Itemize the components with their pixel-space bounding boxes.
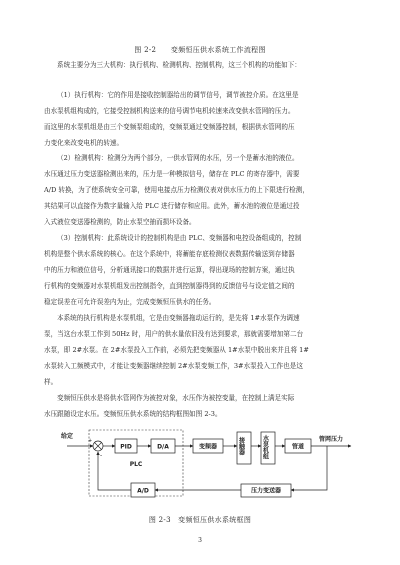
text-line: 变频恒压供水是将供水管网作为被控对象，水压作为被控变量，在控制上满足实际 — [57, 394, 295, 402]
text-line: 机构是整个供水系统的核心。在这个系统中，将蓄能存底检测仪表数据传输送到存储器 — [44, 249, 295, 258]
plc-label: PLC — [129, 461, 143, 468]
text-line: 由水泵机组构成的，它接受控制机构送来的信号调节电机转速来改变供水管网的压力。 — [44, 106, 295, 115]
figure-caption-top: 图 2-2 变频恒压供水系统工作流程图 — [134, 46, 266, 54]
text-line: 水压通过压力变送器检测出来的，压力是一种模拟信号，储存在 PLC 的寄存器中，需要 — [44, 169, 300, 178]
text-line: （3）控制机构：此系统设计的控制机构是由 PLC、变频器和电控设备组成的，控制 — [57, 234, 302, 242]
text-line: 稳定误差在可允许误差内为止，完成变频恒压供水的任务。 — [44, 297, 216, 306]
text-line: 泵，当这台水泵工作到 50Hz 时，用户的供水量依旧没有达到要求，那就需要增加第二台 — [44, 329, 304, 338]
ad-label: A/D — [137, 487, 149, 495]
page-number: 3 — [198, 537, 202, 544]
vfd-label: 变频器 — [198, 443, 218, 451]
ad-to-junction — [98, 452, 131, 490]
text-line: 力变化来改变电机的转速。 — [44, 138, 124, 147]
da-label: D/A — [157, 443, 169, 451]
text-line: 样。 — [44, 377, 58, 386]
text-line: 系统主要分为三大机构：执行机构、检测机构、控制机构，这三个机构的功能如下： — [57, 61, 301, 69]
text-line: 中的压力和液位信号，分析通讯接口的数据并进行运算，得出现场的控制方案，通过执 — [44, 265, 295, 274]
text-line: （1）执行机构：它的作用是接收控制器给出的调节信号，调节被控介质。在这里是 — [57, 91, 299, 99]
paragraph-pump-operation — [44, 311, 370, 391]
plus-sign: + — [88, 438, 93, 444]
text-line: 行机构的变频器对水泵机组发出控制指令，直到控制器得到的反馈信号与设定值之间的 — [44, 281, 295, 290]
paragraph-intro — [44, 58, 370, 74]
paragraph-summary — [44, 391, 370, 423]
contactor-label: 接触器 — [237, 437, 245, 455]
paragraph-execution — [44, 88, 370, 152]
text-line: 入式液位变送器检测的，防止水泵空抽而损坏设备。 — [44, 217, 196, 226]
text-line: 而这里的水泵机组是由三个变频泵组成的，变频泵通过变频器控制，根据供水管网的压 — [44, 122, 295, 131]
text-line: 水泵转入工频模式中，才能让变频器继续控制 2#水泵变频工作，3#水泵投入工作也是这 — [44, 361, 303, 370]
summing-junction — [93, 441, 103, 451]
text-line: 本系统的执行机构是水泵机组，它是由变频器拖动运行的，是先将 1#水泵作为调速 — [57, 314, 300, 322]
output-label: 管网压力 — [318, 436, 344, 443]
transmitter-label: 压力变送器 — [250, 487, 282, 495]
pump-label: 水泵机组 — [261, 435, 269, 459]
text-line: 水泵，即 2#水泵。在 2#水泵投入工作前，必须先把变频器从 1#水泵中脱出来并且将 1# — [44, 345, 309, 354]
text-line: 水压跟随设定水压。变频恒压供水系统的结构框图如图 2-3。 — [44, 409, 222, 418]
pid-label: PID — [120, 443, 132, 451]
text-line: （2）检测机构：检测分为两个部分，一供水管网的水压，另一个是蓄水池的液位。 — [57, 154, 299, 162]
figure-caption-bottom: 图 2-3 变频恒压供水系统框图 — [148, 516, 252, 524]
setpoint-label: 给定 — [61, 433, 74, 440]
minus-sign: - — [100, 452, 103, 459]
pipe-label: 管道 — [291, 443, 305, 451]
text-line: A/D 转换，为了使系统安全可靠，使用电接点压力检测仪表对供水压力的上下限进行检测， — [44, 185, 309, 194]
block-diagram — [55, 428, 355, 508]
text-line: 其结果可以直接作为数字量输入给 PLC 进行储存和应用。此外，蓄水池的液位是通过投 — [44, 201, 300, 210]
paragraph-control — [44, 231, 370, 311]
paragraph-detection — [44, 151, 370, 231]
